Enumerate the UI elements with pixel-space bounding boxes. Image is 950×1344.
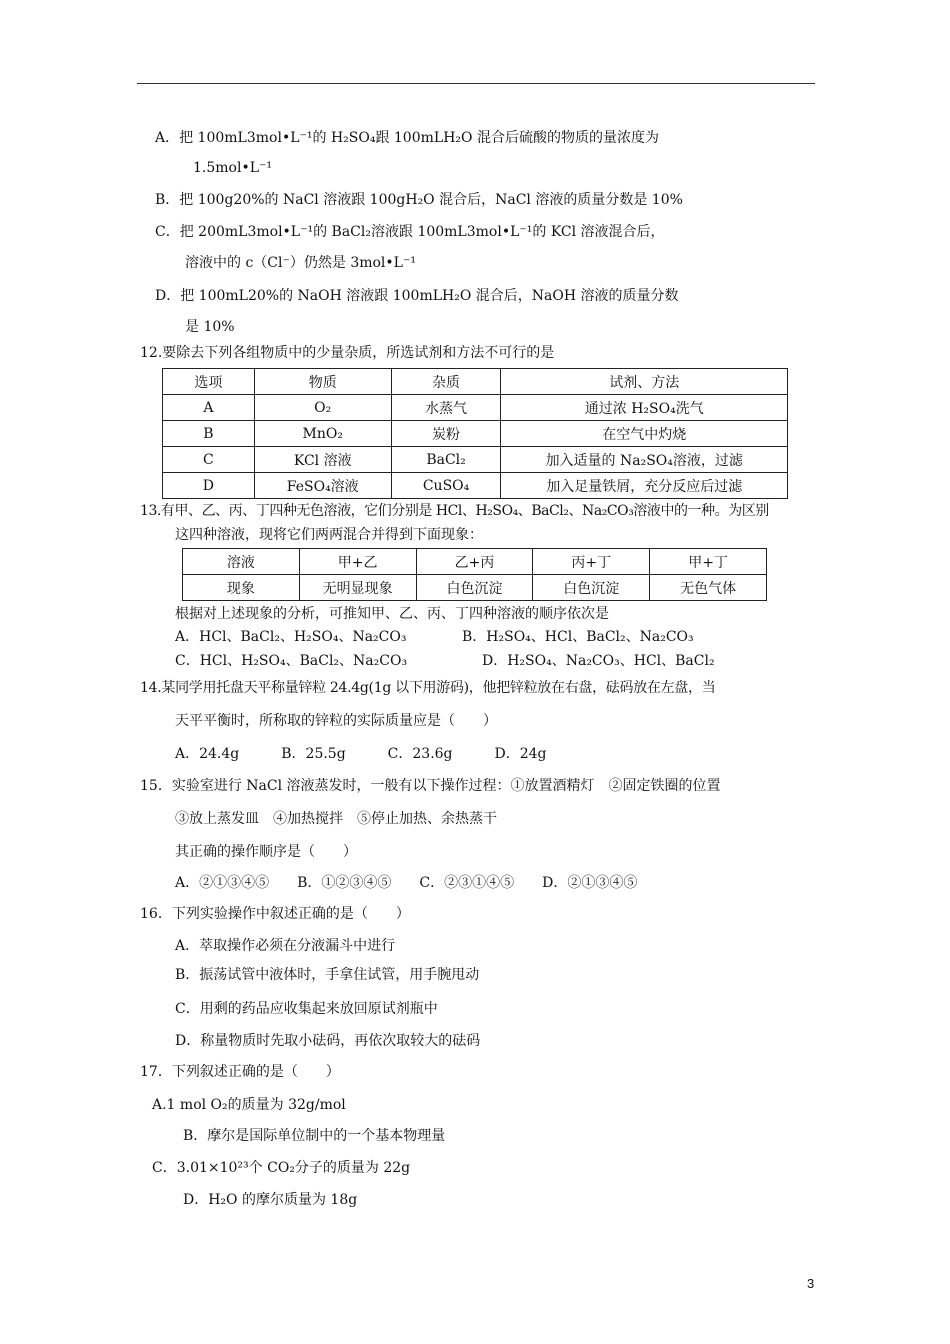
q17-option-a: A.1 mol O₂的质量为 32g/mol [152,1097,346,1113]
q11-option-a-line1: A．把 100mL3mol•L⁻¹的 H₂SO₄跟 100mLH₂O 混合后硫酸的物质的量浓度为 [155,130,659,146]
table-header-row [163,369,788,395]
q11-option-a-line2: 1.5mol•L⁻¹ [193,160,273,176]
q11-option-c-line2: 溶液中的 c（Cl⁻）仍然是 3mol•L⁻¹ [185,255,416,271]
table-cell: 水蒸气 [391,395,501,421]
q11-option-d-line2: 是 10% [185,319,235,335]
table-cell: CuSO₄ [391,473,501,499]
table-cell: 炭粉 [391,421,501,447]
table-row [163,395,788,421]
table-cell: 加入适量的 Na₂SO₄溶液，过滤 [501,447,788,473]
q16-stem: 16．下列实验操作中叙述正确的是（ ） [140,906,410,922]
q13-ask: 根据对上述现象的分析，可推知甲、乙、丙、丁四种溶液的顺序依次是 [175,606,609,622]
table-cell: 无色气体 [650,575,767,601]
q15-stem-line3: 其正确的操作顺序是（ ） [175,844,357,860]
q17-option-b: B．摩尔是国际单位制中的一个基本物理量 [183,1128,446,1144]
q13-option-b: B．H₂SO₄、HCl、BaCl₂、Na₂CO₃ [462,629,694,645]
header-cell: 试剂、方法 [501,369,788,395]
table-cell: 通过浓 H₂SO₄洗气 [501,395,788,421]
q13-option-d: D．H₂SO₄、Na₂CO₃、HCl、BaCl₂ [482,653,715,669]
q13-option-c: C．HCl、H₂SO₄、BaCl₂、Na₂CO₃ [175,653,408,669]
header-cell: 选项 [163,369,255,395]
q17-stem: 17．下列叙述正确的是（ ） [140,1064,340,1080]
q16-option-b: B．振荡试管中液体时，手拿住试管，用手腕甩动 [175,967,480,983]
q13-stem-line2: 这四种溶液，现将它们两两混合并得到下面现象： [175,527,483,543]
table-row [163,447,788,473]
header-cell: 物质 [254,369,391,395]
q15-options: A．②①③④⑤ B．①②③④⑤ C．②③①④⑤ D．②①③④⑤ [175,875,638,891]
q15-stem-line1: 15．实验室进行 NaCl 溶液蒸发时，一般有以下操作过程：①放置酒精灯 ②固定铁圈的位置 [140,778,721,794]
table-cell: 甲+乙 [299,549,416,575]
q16-option-d: D．称量物质时先取小砝码，再依次取较大的砝码 [175,1033,481,1049]
q14-stem-line2: 天平平衡时，所称取的锌粒的实际质量应是（ ） [175,713,497,729]
table-cell: 在空气中灼烧 [501,421,788,447]
table-row [163,421,788,447]
q17-option-c: C．3.01×10²³个 CO₂分子的质量为 22g [152,1160,411,1176]
q16-option-a: A．萃取操作必须在分液漏斗中进行 [175,938,396,954]
table-cell: B [163,421,255,447]
q11-option-b: B．把 100g20%的 NaCl 溶液跟 100gH₂O 混合后，NaCl 溶液的质量分数是 10% [155,192,683,208]
q13-stem-line1: 13.有甲、乙、丙、丁四种无色溶液，它们分别是 HCl、H₂SO₄、BaCl₂、Na₂CO₃溶液中的一种。为区别 [140,503,769,519]
q11-option-d-line1: D．把 100mL20%的 NaOH 溶液跟 100mLH₂O 混合后，NaOH 溶液的质量分数 [155,288,679,304]
table-cell: 丙+丁 [533,549,650,575]
table-cell: A [163,395,255,421]
table-cell: 加入足量铁屑，充分反应后过滤 [501,473,788,499]
q12-table [162,368,788,499]
table-row [183,575,767,601]
table-cell: 无明显现象 [299,575,416,601]
q14-stem-line1: 14.某同学用托盘天平称量锌粒 24.4g(1g 以下用游码)，他把锌粒放在右盘，砝码放在左盘，当 [140,680,716,696]
table-cell: FeSO₄溶液 [254,473,391,499]
header-cell: 杂质 [391,369,501,395]
q12-stem: 12.要除去下列各组物质中的少量杂质，所选试剂和方法不可行的是 [140,345,555,361]
table-cell: KCl 溶液 [254,447,391,473]
table-cell: 甲+丁 [650,549,767,575]
table-cell: 溶液 [183,549,300,575]
table-cell: C [163,447,255,473]
header-rule [137,83,815,84]
table-cell: D [163,473,255,499]
q13-option-a: A．HCl、BaCl₂、H₂SO₄、Na₂CO₃ [175,629,407,645]
q16-option-c: C．用剩的药品应收集起来放回原试剂瓶中 [175,1001,438,1017]
table-cell: 现象 [183,575,300,601]
table-cell: BaCl₂ [391,447,501,473]
table-row [163,473,788,499]
table-cell: O₂ [254,395,391,421]
table-cell: 白色沉淀 [533,575,650,601]
table-cell: MnO₂ [254,421,391,447]
q11-option-c-line1: C．把 200mL3mol•L⁻¹的 BaCl₂溶液跟 100mL3mol•L⁻¹的 KCl 溶液混合后， [155,224,665,240]
q17-option-d: D．H₂O 的摩尔质量为 18g [183,1192,358,1208]
table-cell: 乙+丙 [416,549,533,575]
table-row [183,549,767,575]
q13-table [182,548,767,601]
q14-options: A．24.4g B．25.5g C．23.6g D．24g [175,746,547,762]
table-cell: 白色沉淀 [416,575,533,601]
q15-stem-line2: ③放上蒸发皿 ④加热搅拌 ⑤停止加热、余热蒸干 [175,811,497,827]
page-number: 3 [807,1276,815,1291]
